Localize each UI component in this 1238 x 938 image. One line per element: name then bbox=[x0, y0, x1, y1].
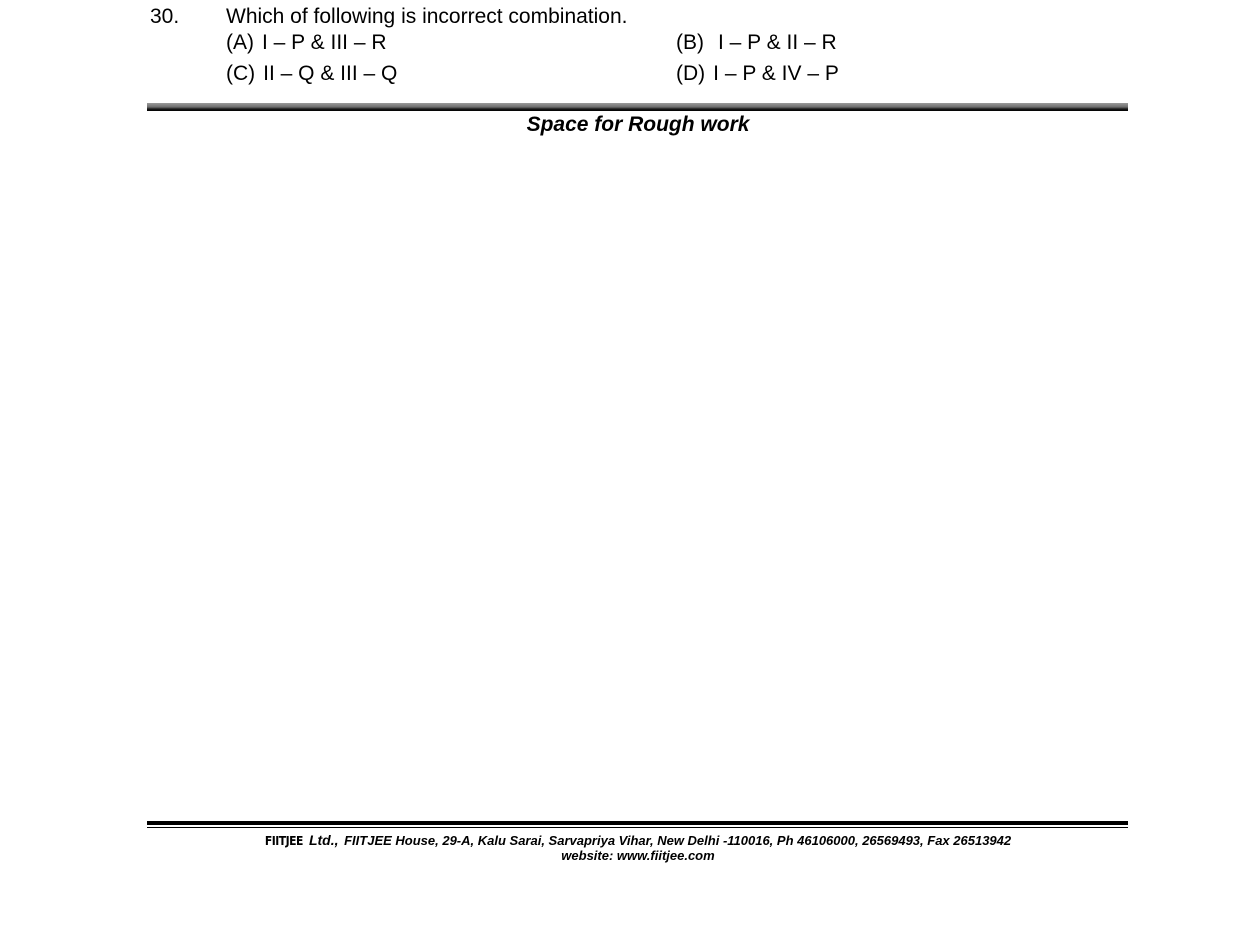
option-a bbox=[226, 31, 387, 55]
option-b bbox=[676, 31, 837, 55]
rough-work-title: Space for Rough work bbox=[526, 113, 750, 136]
footer-address-line bbox=[0, 832, 1238, 849]
option-b-label: (B) bbox=[676, 31, 704, 54]
option-c bbox=[226, 62, 397, 86]
rough-work-area bbox=[147, 140, 1128, 820]
option-c-text: II – Q & III – Q bbox=[263, 62, 398, 85]
question-number: 30. bbox=[150, 5, 180, 28]
option-d bbox=[676, 62, 839, 86]
footer-divider-thick bbox=[147, 821, 1128, 825]
option-c-label: (C) bbox=[226, 62, 256, 85]
option-a-label: (A) bbox=[226, 31, 254, 54]
footer-website: website: www.fiitjee.com bbox=[561, 848, 715, 863]
rough-work-divider bbox=[147, 103, 1128, 111]
question-text: Which of following is incorrect combination. bbox=[226, 5, 628, 28]
footer-brand-logo: FIITJEE bbox=[264, 834, 303, 848]
option-d-text: I – P & IV – P bbox=[713, 62, 839, 85]
option-a-text: I – P & III – R bbox=[262, 31, 387, 54]
option-b-text: I – P & II – R bbox=[718, 31, 837, 54]
footer-address: FIITJEE House, 29-A, Kalu Sarai, Sarvapriya Vihar, New Delhi -110016, Ph 46106000, 26569493, Fax 26513942 bbox=[344, 833, 1012, 848]
footer-ltd: Ltd., bbox=[308, 832, 339, 848]
option-d-label: (D) bbox=[676, 62, 706, 85]
footer-divider-thin bbox=[147, 827, 1128, 828]
